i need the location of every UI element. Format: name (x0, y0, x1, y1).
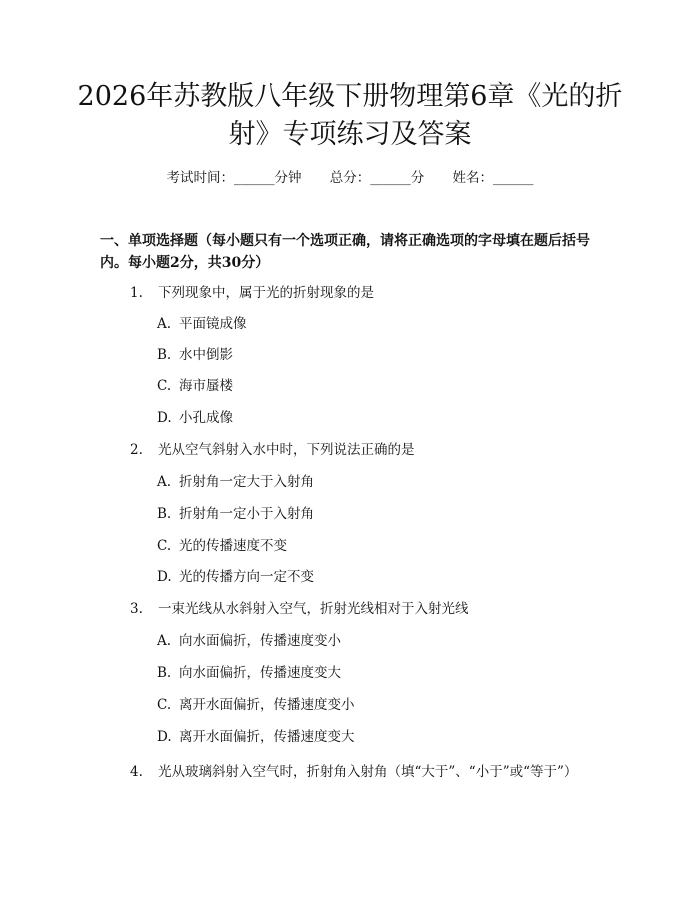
option-text: 小孔成像 (179, 410, 233, 426)
question-text: 一束光线从水斜射入空气，折射光线相对于入射光线 (158, 601, 469, 617)
option-text: 向水面偏折，传播速度变小 (179, 633, 341, 649)
option-text: 离开水面偏折，传播速度变小 (179, 697, 355, 713)
question-text: 光从玻璃斜射入空气时，折射角入射角（填“大于”、“小于”或“等于”） (158, 764, 578, 780)
option-letter: C. (157, 378, 172, 394)
question-text: 下列现象中，属于光的折射现象的是 (158, 285, 374, 301)
question-2-option-d (157, 567, 314, 587)
option-text: 向水面偏折，传播速度变大 (179, 665, 341, 681)
section-heading-single-choice: 一、单项选择题（每小题只有一个选项正确，请将正确选项的字母填在题后括号内。每小题2分，共30分） (100, 233, 590, 271)
option-text: 光的传播方向一定不变 (179, 569, 314, 585)
option-letter: A. (157, 633, 172, 649)
option-text: 折射角一定大于入射角 (179, 474, 314, 490)
question-4 (105, 760, 615, 784)
option-letter: B. (157, 665, 172, 681)
option-text: 水中倒影 (179, 347, 233, 363)
option-letter: C. (157, 538, 172, 554)
question-3-option-d (157, 727, 355, 747)
question-number: 3. (130, 601, 143, 617)
question-1-option-c (157, 376, 233, 396)
option-text: 折射角一定小于入射角 (179, 506, 314, 522)
option-letter: A. (157, 316, 172, 332)
exam-meta (0, 168, 700, 188)
question-number: 1. (130, 285, 143, 301)
option-text: 海市蜃楼 (179, 378, 233, 394)
exam-time: 考试时间：______分钟 (166, 170, 302, 186)
question-2-option-a (157, 472, 314, 492)
option-text: 平面镜成像 (179, 316, 247, 332)
option-letter: D. (157, 410, 172, 426)
document-title: 2026年苏教版八年级下册物理第6章《光的折射》专项练习及答案 (77, 81, 623, 150)
question-2-option-c (157, 536, 287, 556)
question-3-option-a (157, 631, 341, 651)
option-letter: D. (157, 569, 172, 585)
question-2-option-b (157, 504, 314, 524)
option-letter: D. (157, 729, 172, 745)
question-1 (130, 283, 374, 303)
question-1-option-b (157, 345, 233, 365)
question-3-option-b (157, 663, 341, 683)
question-2 (130, 440, 415, 460)
exam-student-name: 姓名：______ (452, 170, 534, 186)
option-text: 离开水面偏折，传播速度变大 (179, 729, 355, 745)
question-1-option-d (157, 408, 233, 428)
option-letter: C. (157, 697, 172, 713)
question-number: 4. (130, 764, 143, 780)
option-letter: B. (157, 506, 172, 522)
option-text: 光的传播速度不变 (179, 538, 287, 554)
question-1-option-a (157, 314, 247, 334)
question-3 (130, 599, 469, 619)
question-text: 光从空气斜射入水中时，下列说法正确的是 (158, 442, 415, 458)
question-number: 2. (130, 442, 143, 458)
option-letter: A. (157, 474, 172, 490)
exam-total-score: 总分：______分 (329, 170, 425, 186)
option-letter: B. (157, 347, 172, 363)
question-3-option-c (157, 695, 355, 715)
